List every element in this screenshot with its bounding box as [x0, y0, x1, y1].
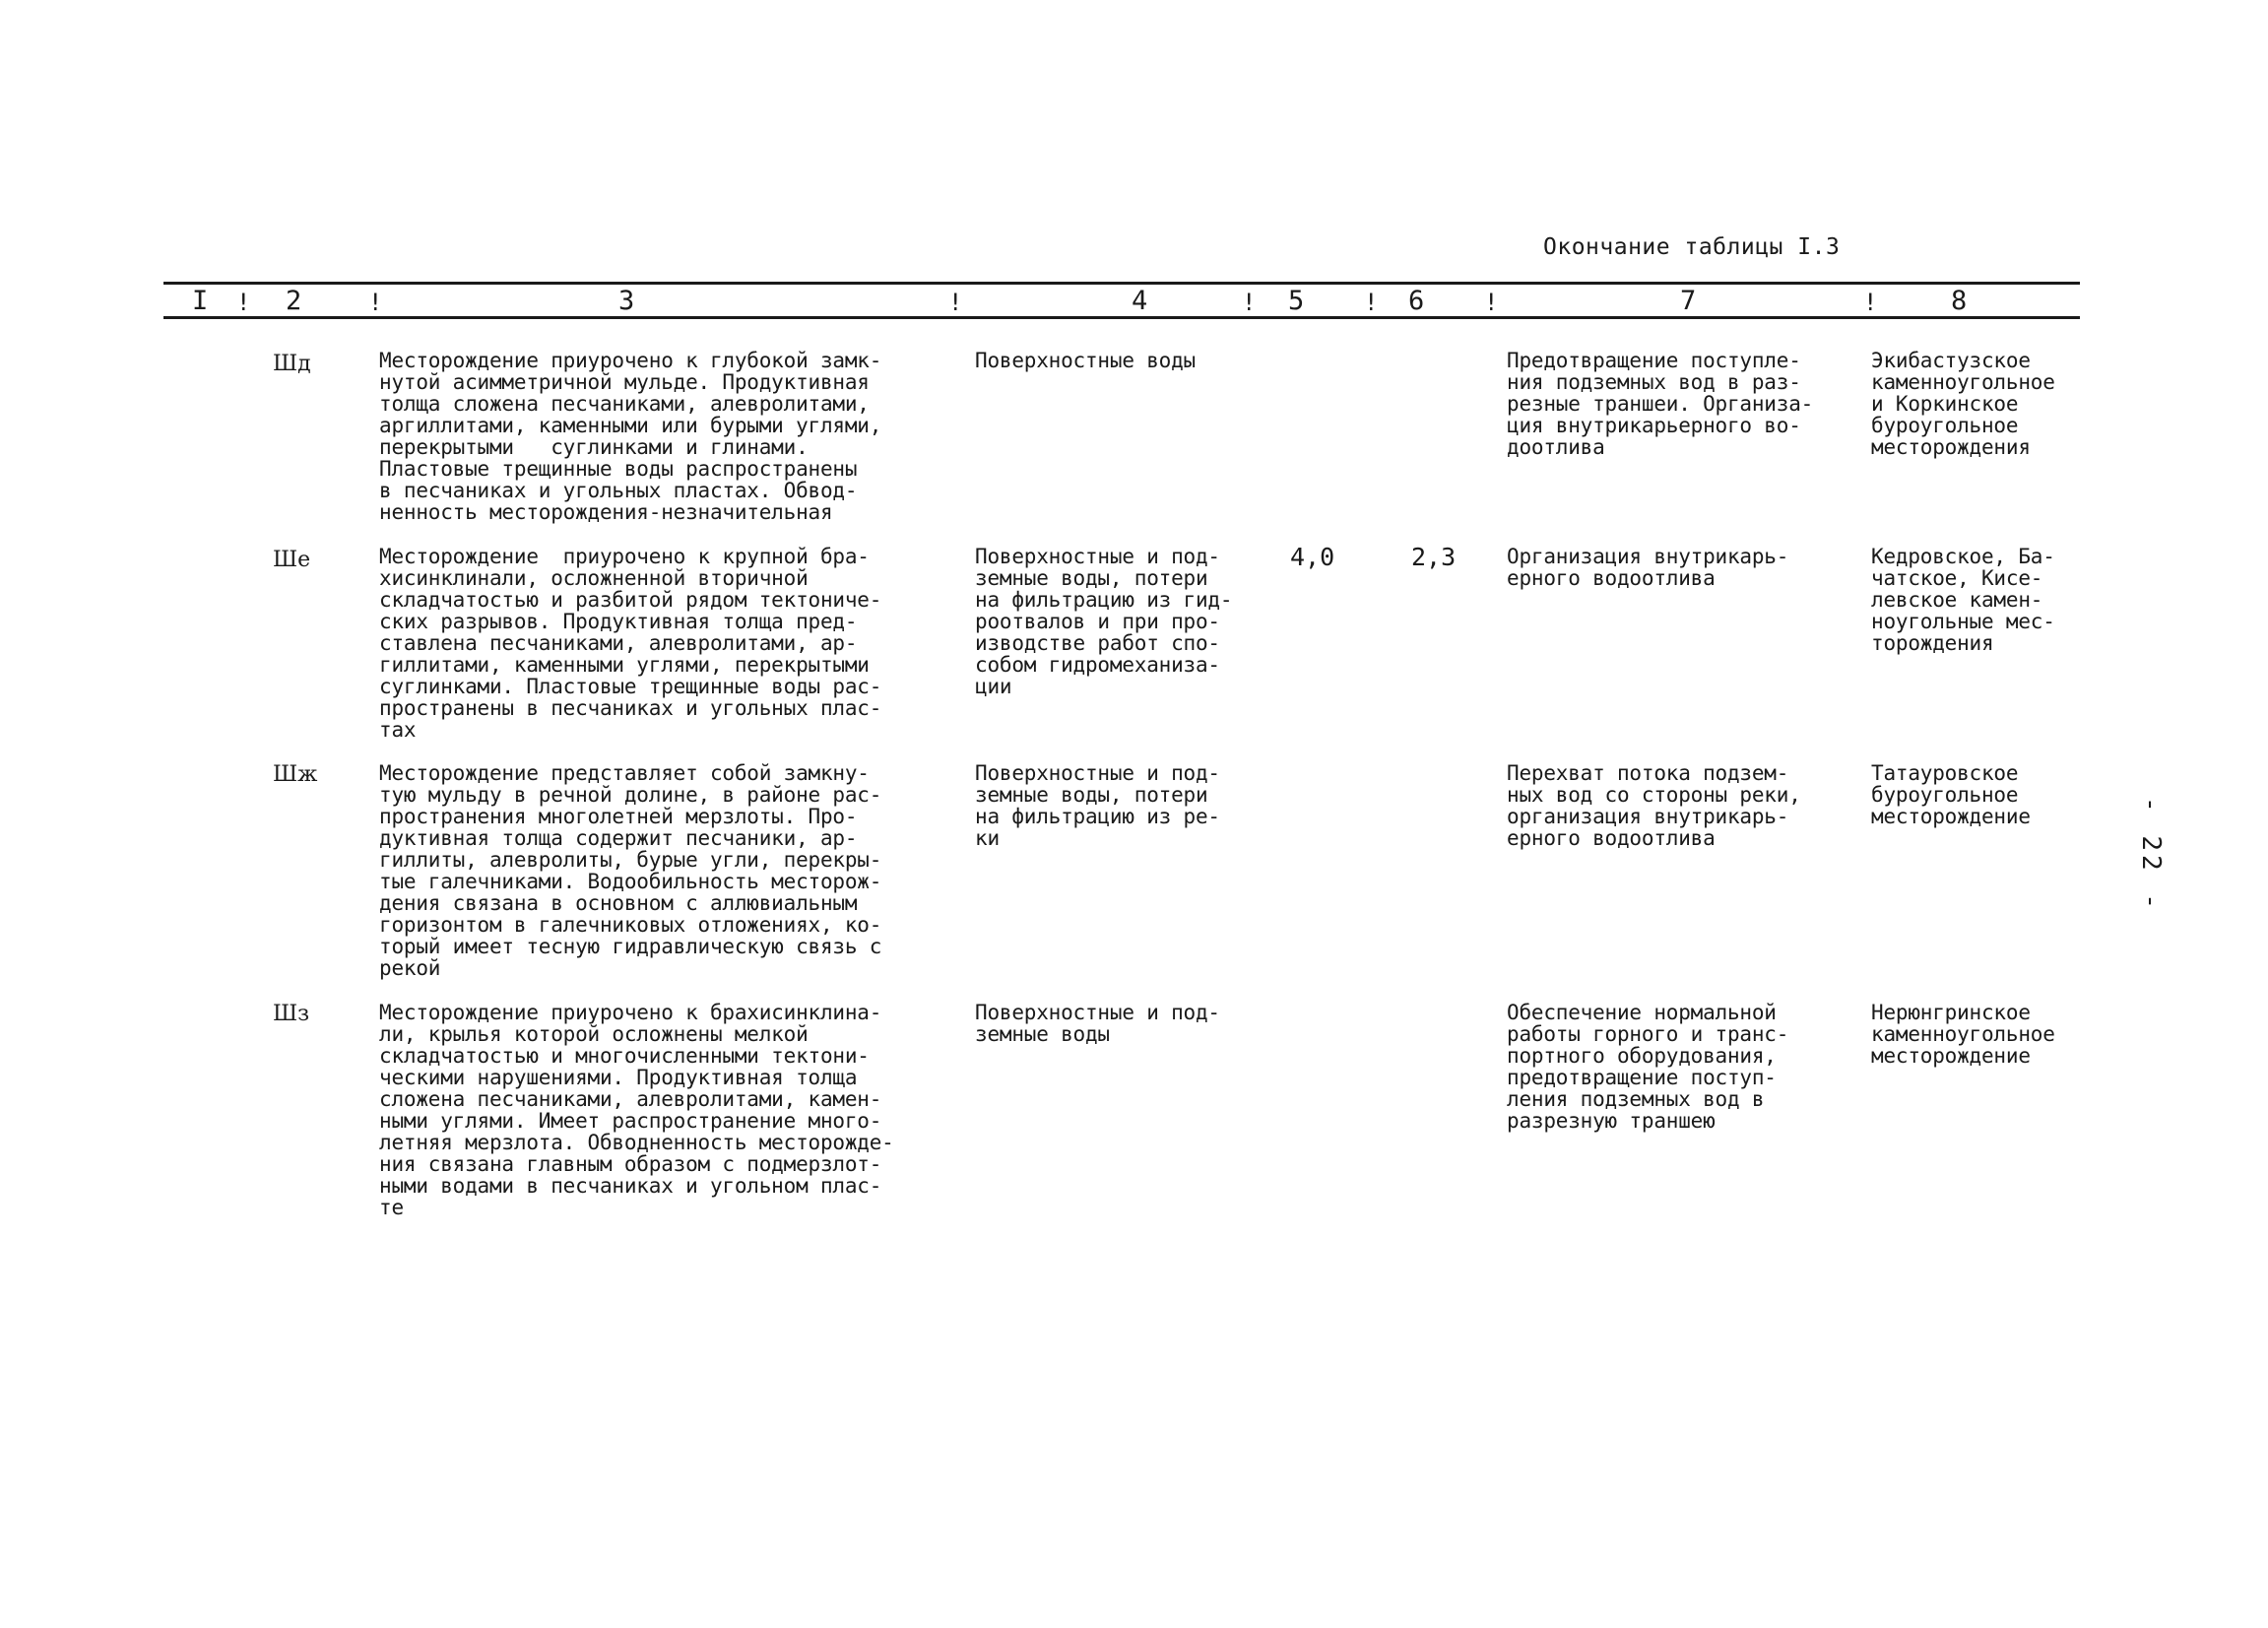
- row-examples: Кедровское, Ба- чатское, Кисе- левское камен- ноугольные мес- торождения: [1871, 545, 2055, 655]
- row-code: Ше: [273, 548, 311, 572]
- row-description: Месторождение приурочено к крупной бра- хисинклинали, осложненной вторичной складчатостью и разбитой рядом тектониче- ских разрывов. Продуктивная толща пред- ставлена песчаниками, алевролитами, ар- гиллитами, каменными углями, перекрытыми суглинками. Пластовые трещинные воды рас- пространены в песчаниках и угольных плас- тах: [379, 545, 882, 742]
- row-code: Шд: [273, 352, 311, 376]
- row-code: Шж: [273, 762, 318, 787]
- row-measures: Обеспечение нормальной работы горного и транс- портного оборудования, предотвращение поступ- ления подземных вод в разрезную траншею: [1507, 1001, 1789, 1133]
- row-examples: Экибастузское каменноугольное и Коркинское буроугольное месторождения: [1871, 349, 2055, 459]
- column-header-7: 7: [1680, 286, 1697, 316]
- row-col6-value: 2,3: [1411, 543, 1457, 571]
- column-separator: !: [368, 289, 383, 316]
- header-bottom-rule: [163, 316, 2080, 319]
- row-measures: Предотвращение поступле- ния подземных вод в раз- резные траншеи. Организа- ция внутрикарьерного во- доотлива: [1507, 349, 1814, 459]
- row-description: Месторождение представляет собой замкну- тую мульду в речной долине, в районе рас- пространения многолетней мерзлоты. Про- дуктивная толща содержит песчаники, ар- гиллиты, алевролиты, бурые угли, перекры- тые галечниками. Водообильность месторож- дения связана в основном с аллювиальным горизонтом в галечниковых отложениях, ко- торый имеет тесную гидравлическую связь с рекой: [379, 761, 882, 980]
- column-header-2: 2: [286, 286, 302, 316]
- row-examples: Нерюнгринское каменноугольное месторождение: [1871, 1001, 2055, 1068]
- row-water-source: Поверхностные и под- земные воды, потери на фильтрацию из гид- роотвалов и при про- изводстве работ спо- собом гидромеханиза- ции: [975, 545, 1233, 698]
- row-description: Месторождение приурочено к брахисинклина- ли, крылья которой осложнены мелкой складчатостью и многочисленными тектони- ческими нарушениями. Продуктивная толща сложена песчаниками, алевролитами, камен- ными углями. Имеет распространение много- летняя мерзлота. Обводненность месторожде- ния связана главным образом с подмерзлот- ными водами в песчаниках и угольном плас- те: [379, 1001, 894, 1219]
- column-separator: !: [1242, 289, 1257, 316]
- row-examples: Татауровское буроугольное месторождение: [1871, 761, 2031, 828]
- column-separator: !: [948, 289, 963, 316]
- column-header-4: 4: [1132, 286, 1148, 316]
- column-header-3: 3: [618, 286, 635, 316]
- table-caption: Окончание таблицы I.3: [1543, 234, 1841, 260]
- header-top-rule: [163, 282, 2080, 285]
- row-measures: Организация внутрикарь- ерного водоотлива: [1507, 545, 1789, 590]
- row-water-source: Поверхностные воды: [975, 349, 1196, 372]
- row-col5-value: 4,0: [1290, 543, 1335, 571]
- column-header-5: 5: [1288, 286, 1305, 316]
- row-water-source: Поверхностные и под- земные воды: [975, 1001, 1220, 1046]
- column-separator: !: [1484, 289, 1499, 316]
- row-description: Месторождение приурочено к глубокой замк- нутой асимметричной мульде. Продуктивная толща сложена песчаниками, алевролитами, аргиллитами, каменными или бурыми углями, перекрытыми суглинками и глинами. Пластовые трещинные воды распространены в песчаниках и угольных пластах. Обвод- ненность месторождения-незначительная: [379, 349, 882, 524]
- column-header-6: 6: [1408, 286, 1425, 316]
- column-header-8: 8: [1951, 286, 1968, 316]
- row-measures: Перехват потока подзем- ных вод со стороны реки, организация внутрикарь- ерного водоотлива: [1507, 761, 1801, 850]
- column-header-1: I: [192, 286, 209, 316]
- row-code: Шз: [273, 1002, 310, 1026]
- row-water-source: Поверхностные и под- земные воды, потери на фильтрацию из ре- ки: [975, 761, 1220, 850]
- column-separator: !: [1364, 289, 1379, 316]
- column-separator: !: [1863, 289, 1878, 316]
- column-separator: !: [236, 289, 251, 316]
- page-number: - 22 -: [2135, 797, 2166, 913]
